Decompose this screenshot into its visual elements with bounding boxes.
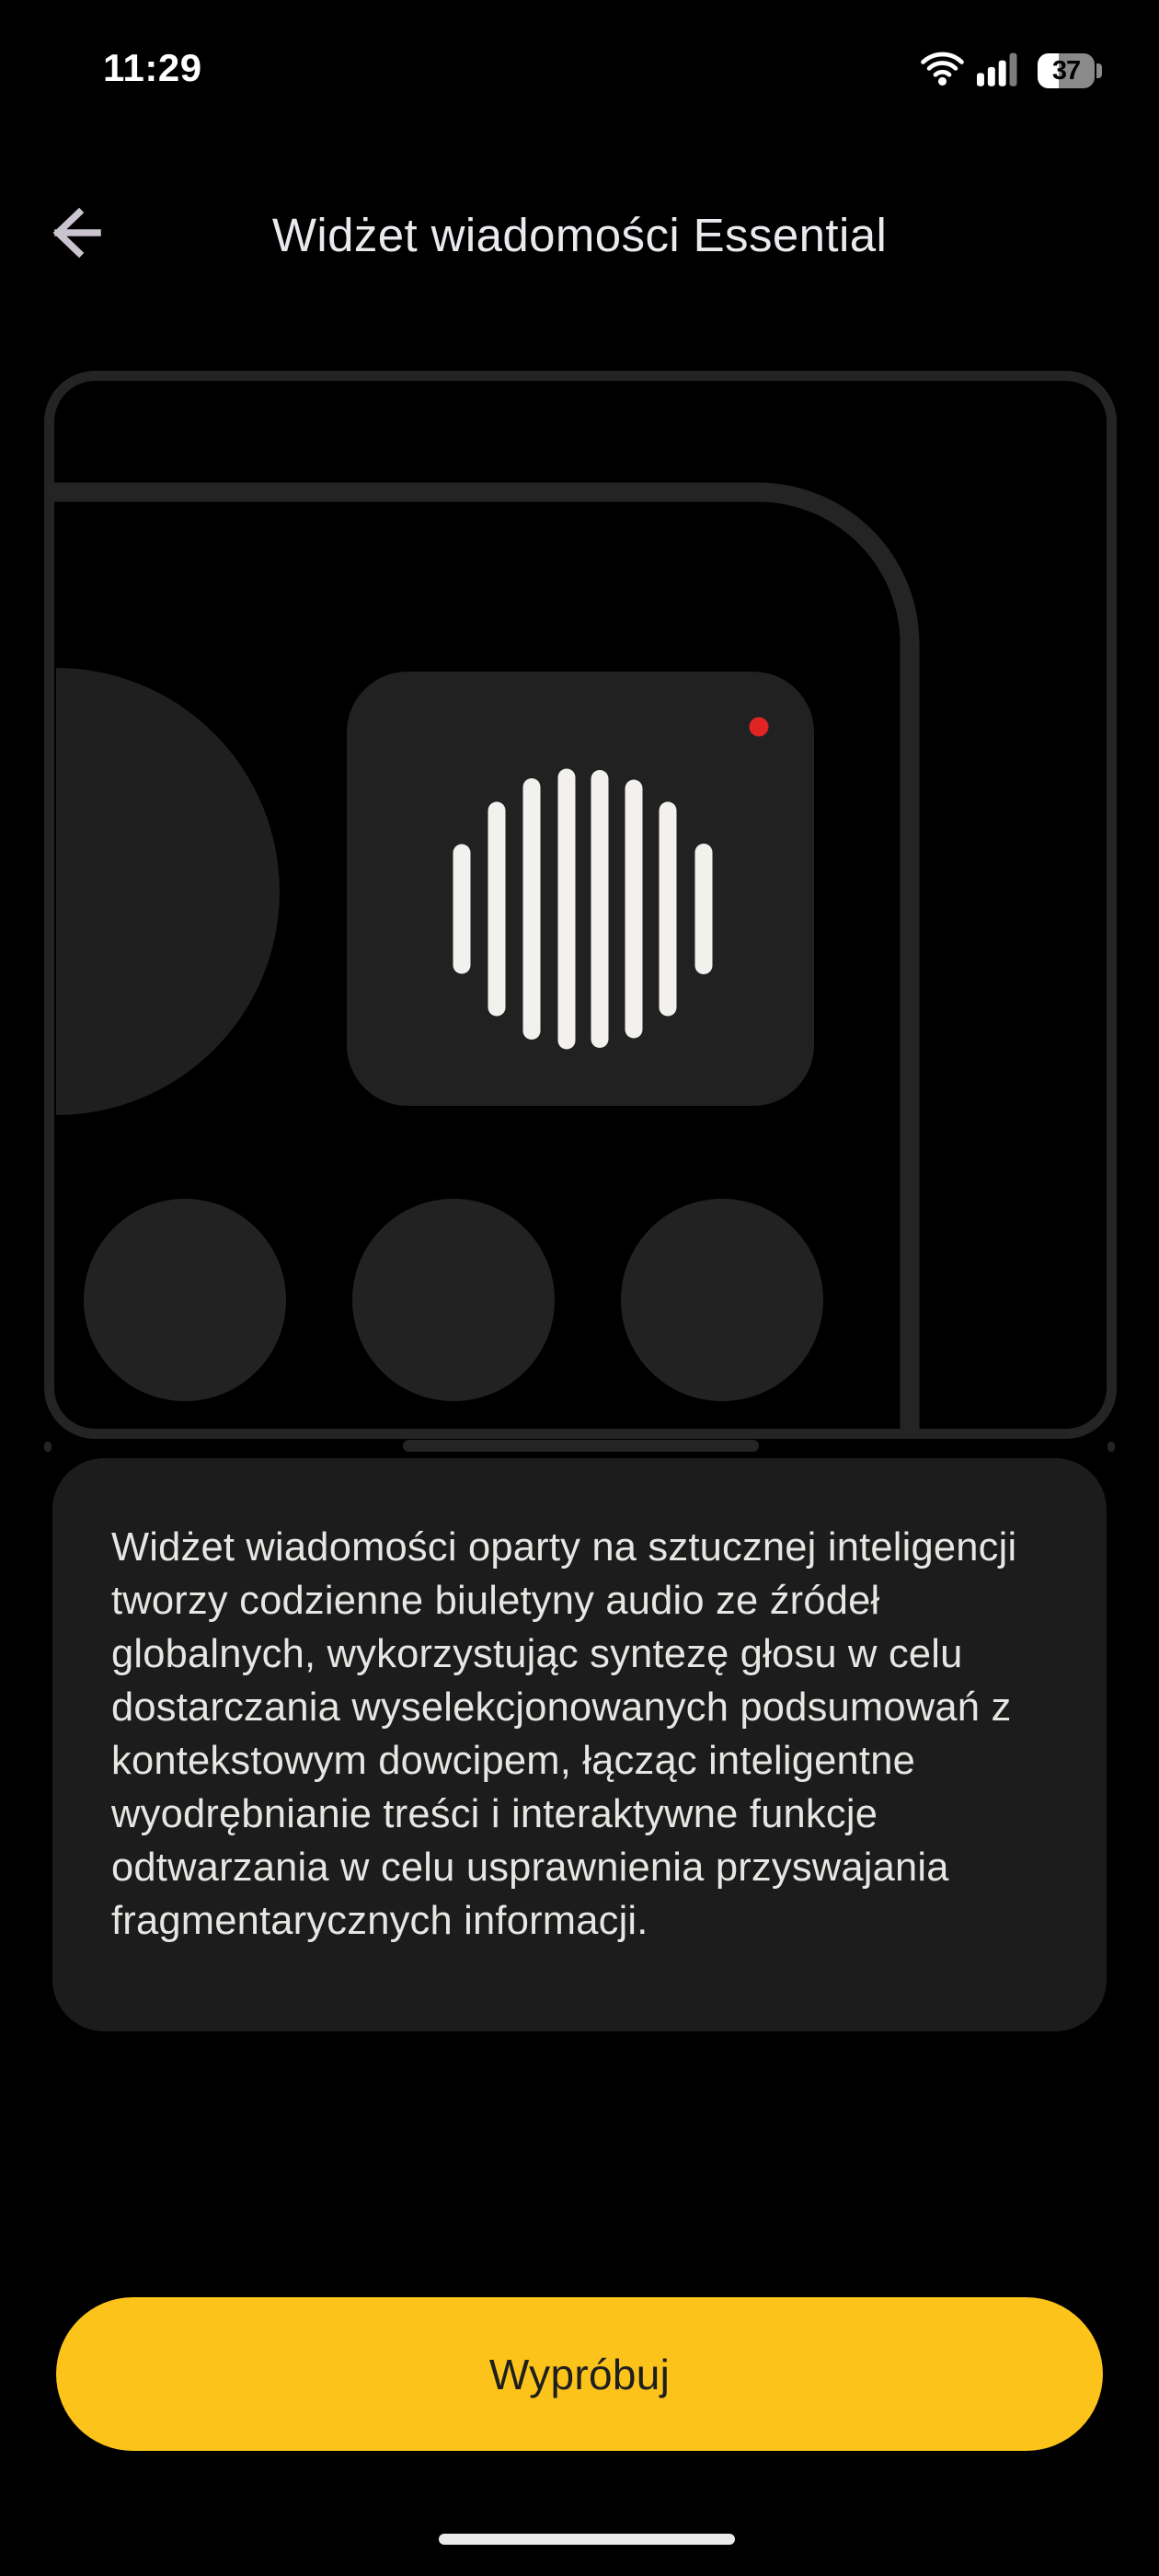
record-dot <box>750 718 769 737</box>
app-icon-circle-3 <box>621 1199 823 1401</box>
status-bar <box>0 0 1159 110</box>
description-card <box>52 1458 1107 2031</box>
status-time: 11:29 <box>103 46 202 89</box>
half-circle-shape <box>56 668 280 1115</box>
peek-widget-edge-center <box>403 1440 759 1452</box>
home-indicator[interactable] <box>439 2534 735 2545</box>
signal-strength-icon <box>977 52 1025 91</box>
try-button-label: Wypróbuj <box>488 2350 671 2398</box>
try-button[interactable] <box>56 2297 1103 2451</box>
wifi-icon <box>921 52 964 91</box>
battery-icon <box>1038 53 1095 88</box>
peek-widget-edge-left <box>44 1442 52 1452</box>
battery-nub <box>1096 63 1102 78</box>
audio-widget-card <box>347 672 814 1106</box>
app-icon-circle-2 <box>352 1199 555 1401</box>
app-icon-circle-1 <box>84 1199 286 1401</box>
page-title: Widżet wiadomości Essential <box>271 209 888 261</box>
widget-illustration <box>44 371 1117 1455</box>
status-icons <box>921 52 1095 90</box>
description-text: Widżet wiadomości oparty na sztucznej inteligencji tworzy codzienne biuletyny audio ze źródeł globalnych, wykorzystując syntezę głosu w celu dostarczania wyselekcjonowanych podsumowań z kontekstowym dowcipem, łącząc inteligentne wyodrębnianie treści i interaktywne funkcje odtwarzania w celu usprawnienia przyswajania fragmentarycznych informacji. <box>111 1525 1017 1943</box>
peek-widget-edge-right <box>1107 1442 1115 1452</box>
battery-percent: 37 <box>1051 55 1081 86</box>
